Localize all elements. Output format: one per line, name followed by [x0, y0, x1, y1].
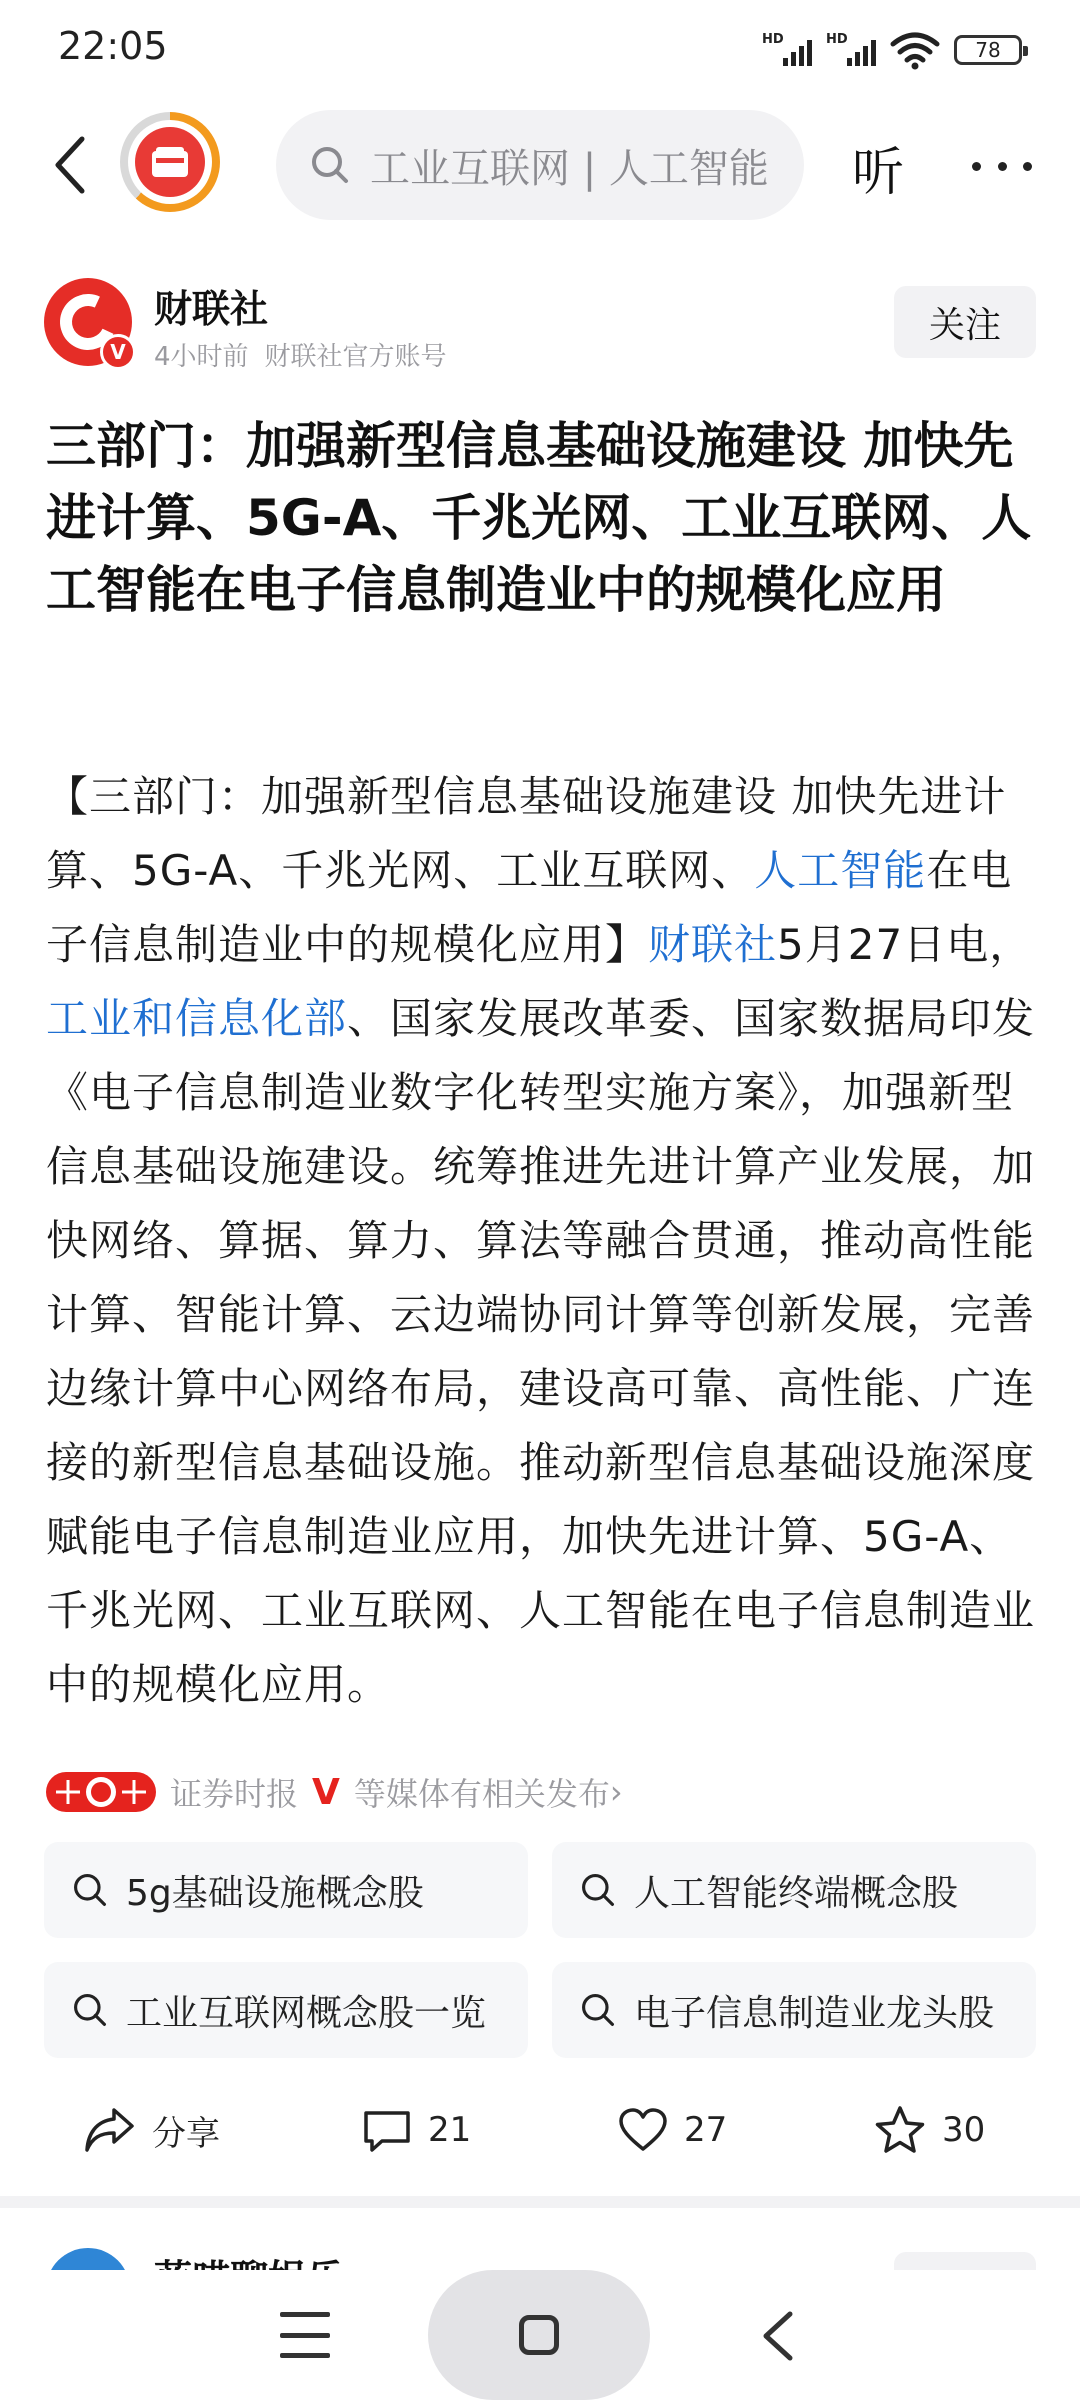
action-bar [0, 2080, 1080, 2180]
hd-label: HD [762, 32, 784, 47]
status-bar [0, 0, 1080, 100]
search-input[interactable] [276, 110, 804, 220]
ministry-link[interactable]: 工业和信息化部 [46, 994, 348, 1043]
body-text: 5月27日电， [777, 920, 1033, 969]
like-count: 27 [684, 2110, 728, 2150]
article-body [46, 760, 1046, 1722]
recent-apps-icon[interactable] [280, 2312, 330, 2358]
body-text: 、国家发展改革委、国家数据局印发《电子信息制造业数字化转型实施方案》，加强新型信息基础设施建设。统筹推进先进计算产业发展，加快网络、算据、算力、算法等融合贯通，推动高性能计算、智能计算、云边端协同计算等创新发展，完善边缘计算中心网络布局，建设高可靠、高性能、广连接的新型信息基础设施。推动新型信息基础设施深度赋能电子信息制造业应用，加快先进计算、5G-A、千兆光网、工业互联网、人工智能在电子信息制造业中的规模化应用。 [46, 994, 1036, 1709]
favorite-button[interactable] [874, 2100, 985, 2160]
status-time: 22:05 [58, 24, 168, 68]
section-divider [0, 2196, 1080, 2208]
search-icon [72, 1992, 108, 2028]
signal-icon [762, 32, 812, 68]
heart-icon [618, 2107, 668, 2153]
related-search-label: 电子信息制造业龙头股 [634, 1992, 995, 2034]
keyword-link-ai[interactable]: 人工智能 [754, 846, 927, 895]
media-text [170, 1769, 623, 1815]
signal-icon [826, 32, 876, 68]
follow-button[interactable]: 关注 [894, 286, 1036, 358]
related-search-chip[interactable] [552, 1962, 1036, 2058]
article-title: 三部门：加强新型信息基础设施建设 加快先进计算、5G-A、千兆光网、工业互联网、人工智能在电子信息制造业中的规模化应用 [46, 417, 1032, 619]
search-icon [580, 1992, 616, 2028]
body-text: 在电子信息制造业中的规模化应用】 [46, 846, 1013, 969]
top-nav [0, 100, 1080, 230]
status-icons [762, 30, 1022, 70]
back-button[interactable] [40, 130, 100, 200]
author-meta [154, 336, 447, 373]
favorite-count: 30 [942, 2110, 986, 2150]
next-feed-item[interactable] [0, 2208, 1080, 2270]
related-search-chip[interactable] [44, 1962, 528, 2058]
media-source-name: 证券时报 [170, 1775, 299, 1813]
share-button[interactable] [84, 2100, 220, 2160]
related-search-label: 5g基础设施概念股 [126, 1872, 424, 1914]
search-icon [310, 145, 350, 185]
media-suffix: 等媒体有相关发布 [353, 1775, 610, 1813]
comment-button[interactable] [362, 2100, 471, 2160]
hd-label: HD [826, 32, 848, 47]
system-back-icon[interactable] [752, 2308, 802, 2364]
search-icon [580, 1872, 616, 1908]
app-logo-icon[interactable] [120, 112, 220, 212]
comment-count: 21 [428, 2110, 472, 2150]
search-placeholder: 工业互联网 | 人工智能 [370, 145, 769, 192]
more-dots-icon[interactable] [972, 156, 1032, 176]
related-search-label: 工业互联网概念股一览 [126, 1992, 487, 2034]
share-icon [84, 2106, 136, 2154]
listen-button[interactable]: 听 [852, 143, 905, 203]
body-text: 【三部门：加强新型信息基础设施建设 加快先进计算、5G-A、千兆光网、工业互联网、 [46, 772, 1007, 895]
related-search-chip[interactable] [552, 1842, 1036, 1938]
home-icon [519, 2315, 559, 2355]
comment-icon [362, 2107, 412, 2153]
search-icon [72, 1872, 108, 1908]
media-logo-icon [46, 1768, 156, 1816]
verified-mark-icon: V [312, 1771, 340, 1813]
share-label: 分享 [152, 2113, 220, 2154]
system-nav-bar [0, 2270, 1080, 2400]
wifi-icon [890, 30, 940, 70]
home-button[interactable] [428, 2270, 650, 2400]
verified-badge: V [100, 334, 136, 370]
post-time: 4小时前 [154, 342, 249, 372]
battery-icon [954, 35, 1022, 65]
media-source-row[interactable] [46, 1764, 623, 1820]
source-link[interactable]: 财联社 [648, 920, 778, 969]
related-search-label: 人工智能终端概念股 [634, 1872, 959, 1914]
back-arrow-icon [52, 135, 88, 195]
like-button[interactable] [618, 2100, 727, 2160]
author-name[interactable]: 财联社 [154, 287, 269, 331]
account-type: 财联社官方账号 [264, 342, 447, 372]
chevron-right-icon: › [609, 1773, 623, 1811]
avatar[interactable] [44, 278, 132, 366]
star-icon [874, 2105, 926, 2155]
author-header [0, 270, 1080, 380]
battery-level: 78 [975, 38, 1001, 62]
related-search-chip[interactable] [44, 1842, 528, 1938]
